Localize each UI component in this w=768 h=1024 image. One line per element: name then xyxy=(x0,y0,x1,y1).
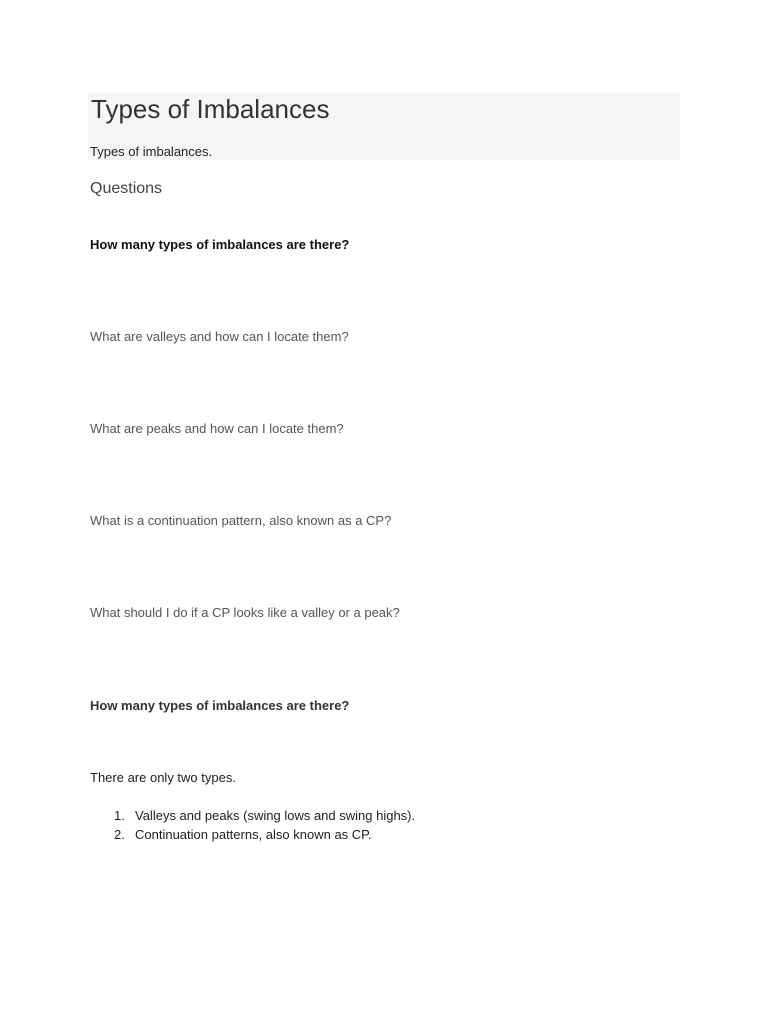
list-item-text: Valleys and peaks (swing lows and swing highs). xyxy=(135,808,416,823)
questions-heading: Questions xyxy=(90,180,163,197)
question-link-continuation-pattern[interactable]: What is a continuation pattern, also known as a CP? xyxy=(90,513,392,528)
question-link-valleys[interactable]: What are valleys and how can I locate them? xyxy=(90,329,349,344)
list-item-number: 2. xyxy=(114,827,125,842)
list-item-number: 1. xyxy=(114,808,125,823)
question-link-cp-valley-peak[interactable]: What should I do if a CP looks like a valley or a peak? xyxy=(90,605,400,620)
question-link-peaks[interactable]: What are peaks and how can I locate them? xyxy=(90,421,344,436)
answer-intro: There are only two types. xyxy=(90,770,236,785)
list-item xyxy=(90,825,415,844)
answer-heading: How many types of imbalances are there? xyxy=(90,698,350,713)
page-subtitle: Types of imbalances. xyxy=(90,144,213,159)
question-link-types[interactable]: How many types of imbalances are there? xyxy=(90,237,350,252)
list-item-text: Continuation patterns, also known as CP. xyxy=(135,827,372,842)
answer-list xyxy=(90,806,415,844)
page-title: Types of Imbalances xyxy=(91,94,330,124)
list-item xyxy=(90,806,415,825)
